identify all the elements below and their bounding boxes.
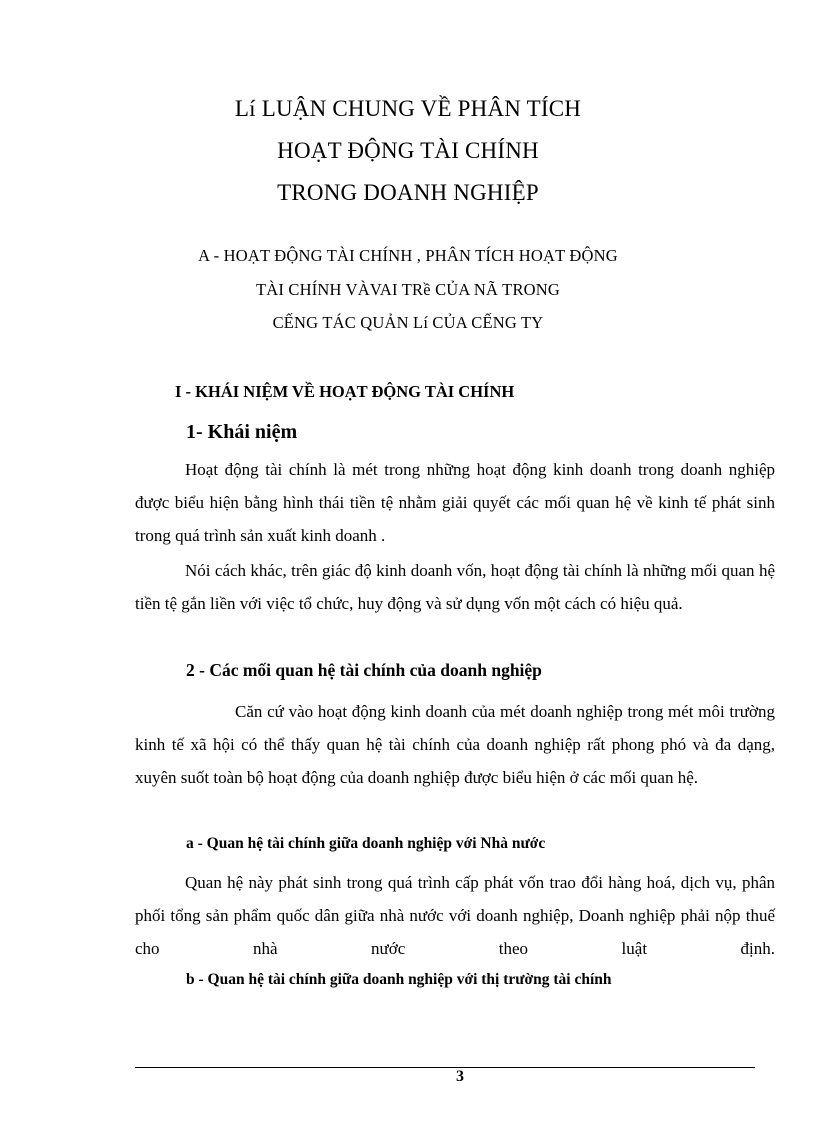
title-line-2: HOẠT ĐỘNG TÀI CHÍNH [277, 138, 539, 163]
paragraph-4: Quan hệ này phát sinh trong quá trình cấp phát vốn trao đổi hàng hoá, dịch vụ, phân phối tổng sản phẩm quốc dân giữa nhà nước với doanh nghiệp, Doanh nghiệp phải nộp thuế cho nhà nước theo luật định. [135, 873, 775, 958]
title-line-1: Lí LUẬN CHUNG VỀ PHÂN TÍCH [234, 96, 582, 121]
subtitle-line-3: CẾNG TÁC QUẢN Lí CỦA CẾNG TY [272, 313, 544, 332]
paragraph-3: Căn cứ vào hoạt động kinh doanh của mét doanh nghiệp trong mét môi trường kinh tế xã hội có thể thấy quan hệ tài chính của doanh nghiệp rất phong phó và đa dạng, xuyên suốt toàn bộ hoạt động của doanh nghiệp được biểu hiện ở các mối quan hệ. [135, 702, 775, 787]
sub-heading-2: 2 - Các mối quan hệ tài chính của doanh nghiệp [186, 660, 542, 680]
page-number: 3 [456, 1068, 464, 1085]
title-line-3: TRONG DOANH NGHIỆP [277, 180, 539, 205]
paragraph-1: Hoạt động tài chính là mét trong những hoạt động kinh doanh trong doanh nghiệp được biểu hiện bằng hình thái tiền tệ nhằm giải quyết các mối quan hệ về kinh tế phát sinh trong quá trình sản xuất kinh doanh . [135, 460, 775, 545]
section-heading: I - KHÁI NIỆM VỀ HOẠT ĐỘNG TÀI CHÍNH [175, 382, 515, 401]
subtitle-line-2: TÀI CHÍNH VÀVAI TRề CỦA NÃ TRONG [255, 280, 561, 299]
paragraph-2: Nói cách khác, trên giác độ kinh doanh vốn, hoạt động tài chính là những mối quan hệ tiền tệ gắn liền với việc tổ chức, huy động và sử dụng vốn một cách có hiệu quả. [135, 561, 775, 613]
sub-heading-1: 1- Khái niệm [186, 421, 298, 443]
heading-a: a - Quan hệ tài chính giữa doanh nghiệp với Nhà nước [186, 835, 546, 852]
heading-b: b - Quan hệ tài chính giữa doanh nghiệp với thị trường tài chính [186, 971, 612, 988]
subtitle-line-1: A - HOẠT ĐỘNG TÀI CHÍNH , PHÂN TÍCH HOẠT ĐỘNG [198, 246, 618, 265]
